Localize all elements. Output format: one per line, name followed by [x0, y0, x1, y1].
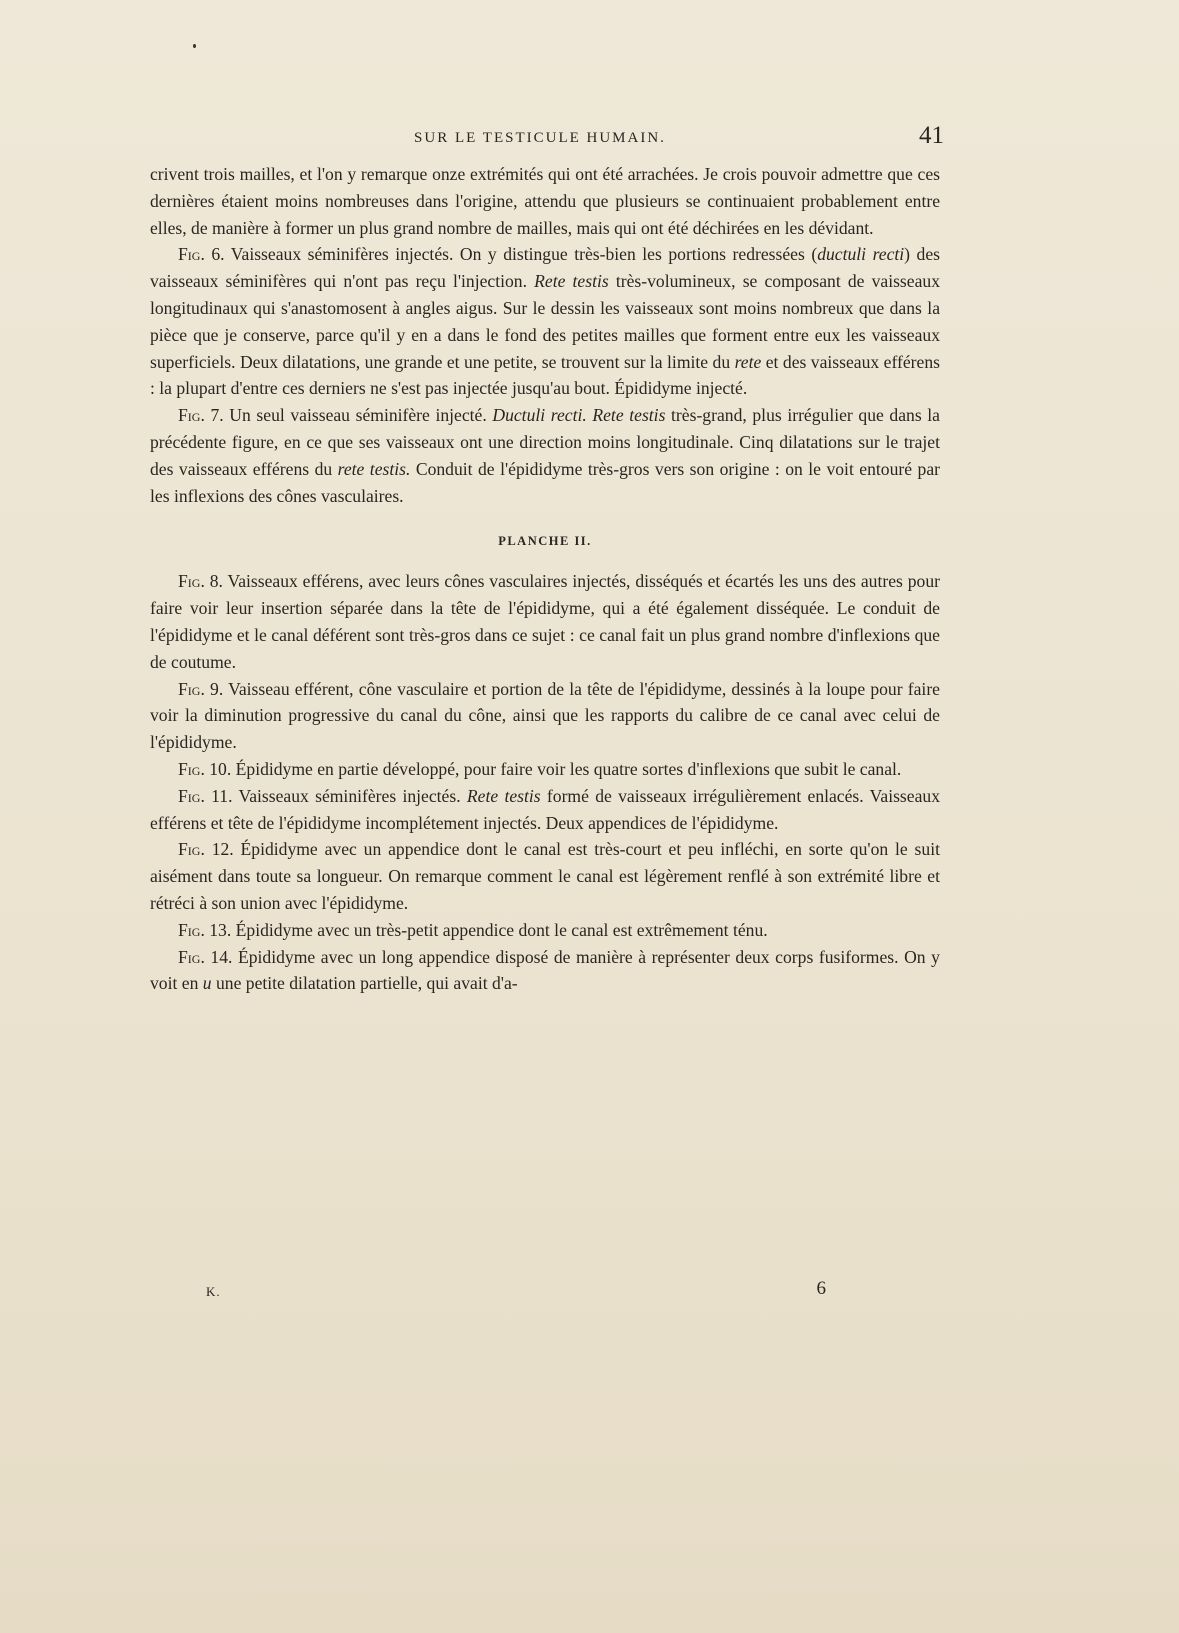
- paragraph-fig-13: [150, 917, 940, 944]
- text-run: Épididyme avec un long appendice disposé de manière à représenter deux corps fusiformes. On y voit en: [150, 946, 940, 994]
- figure-label: Fig. 7.: [178, 405, 224, 426]
- italic-term: rete testis.: [337, 458, 411, 479]
- text-run: et des vaisseaux efférens : la plupart d'entre ces derniers ne s'est pas injectée jusqu'au bout. Épididyme injecté.: [150, 351, 940, 399]
- paragraph-fig-9: [150, 676, 940, 756]
- italic-term: Ductuli recti. Rete testis: [492, 405, 666, 426]
- paragraph-fig-8: [150, 568, 940, 675]
- section-title: PLANCHE II.: [498, 534, 592, 549]
- paragraph-fig-10: [150, 756, 940, 783]
- signature-line: [206, 1278, 826, 1306]
- text-run: Conduit de l'épididyme très-gros vers son origine : on le voit entouré par les inflexions des cônes vasculaires.: [150, 458, 940, 506]
- text-run: ) des vaisseaux séminifères qui n'ont pas reçu l'injection.: [150, 244, 940, 292]
- running-head: [140, 122, 944, 154]
- paragraph-fig-7: [150, 402, 940, 509]
- text-run: Épididyme en partie développé, pour faire voir les quatre sortes d'inflexions que subit le canal.: [231, 758, 902, 779]
- figure-label: Fig. 13.: [178, 919, 232, 940]
- figure-label: Fig. 10.: [178, 758, 232, 779]
- figure-label: Fig. 11.: [178, 785, 233, 806]
- figure-label: Fig. 8.: [178, 571, 223, 592]
- running-title: SUR LE TESTICULE HUMAIN.: [414, 130, 666, 146]
- text-run: formé de vaisseaux irrégulièrement enlacés. Vaisseaux efférens et tête de l'épididyme incomplétement injectés. Deux appendices de l'épididyme.: [150, 785, 940, 833]
- text-run: une petite dilatation partielle, qui avait d'a-: [211, 973, 518, 994]
- text-run: Vaisseaux efférens, avec leurs cônes vasculaires injectés, disséqués et écartés les uns des autres pour faire voir leur insertion séparée dans la tête de l'épididyme, qui a été également disséquée. Le conduit de l'épididyme et le canal déférent sont très-gros dans ce sujet : ce canal fait un plus grand nombre d'inflexions que de coutume.: [150, 571, 940, 672]
- italic-term: u: [202, 973, 212, 994]
- paragraph-continuation: crivent trois mailles, et l'on y remarque onze extrémités qui ont été arrachées. Je crois pouvoir admettre que ces dernières étaient moins nombreuses dans l'origine, attendu que plusieurs se continuaient probablement entre elles, de manière à former un plus grand nombre de mailles, mais qui ont été déchirées en les dévidant.: [150, 164, 940, 238]
- paragraph-fig-14: [150, 944, 940, 998]
- text-run: très-volumineux, se composant de vaisseaux longitudinaux qui s'anastomosent à angles aigus. Sur le dessin les vaisseaux sont moins nombreux que dans la pièce que je conserve, parce qu'il y en a dans le fond des petites mailles que forment entre eux les vaisseaux superficiels. Deux dilatations, une grande et une petite, se trouvent sur la limite du: [150, 271, 940, 372]
- text-run: Vaisseau efférent, cône vasculaire et portion de la tête de l'épididyme, dessinés à la loupe pour faire voir la diminution progressive du canal du cône, ainsi que les rapports du calibre de ce canal avec celui de l'épididyme.: [150, 678, 940, 753]
- figure-label: Fig. 9.: [178, 678, 224, 699]
- italic-term: Rete testis: [534, 271, 609, 292]
- paragraph-fig-6: [150, 241, 940, 402]
- text-run: Épididyme avec un appendice dont le canal est très-court et peu infléchi, en sorte qu'on le suit aisément dans toute sa longueur. On remarque comment le canal est légèrement renflé à son extrémité libre et rétréci à son union avec l'épididyme.: [150, 839, 940, 913]
- italic-term: ductuli recti: [817, 244, 905, 265]
- signature-letter: K.: [206, 1284, 221, 1299]
- text-run: très-grand, plus irrégulier que dans la précédente figure, en ce que ses vaisseaux ont une direction moins longitudinale. Cinq dilatations sur le trajet des vaisseaux efférens du: [150, 405, 940, 479]
- italic-term: Rete testis: [466, 785, 541, 806]
- signature-number: 6: [816, 1278, 826, 1299]
- figure-label: Fig. 6.: [178, 244, 225, 265]
- figure-label: Fig. 12.: [178, 839, 234, 860]
- body-text: [150, 161, 940, 997]
- paragraph-fig-12: [150, 836, 940, 916]
- text-run: Vaisseaux séminifères injectés. On y distingue très-bien les portions redressées (: [224, 244, 818, 265]
- ink-speck: [193, 44, 196, 48]
- paragraph-fig-11: [150, 783, 940, 837]
- text-run: Un seul vaisseau séminifère injecté.: [223, 405, 493, 426]
- italic-term: rete: [734, 351, 762, 372]
- text-run: Vaisseaux séminifères injectés.: [232, 785, 467, 806]
- figure-label: Fig. 14.: [178, 946, 233, 967]
- page-number: 41: [919, 122, 944, 149]
- text-run: Épididyme avec un très-petit appendice dont le canal est extrêmement ténu.: [231, 919, 768, 940]
